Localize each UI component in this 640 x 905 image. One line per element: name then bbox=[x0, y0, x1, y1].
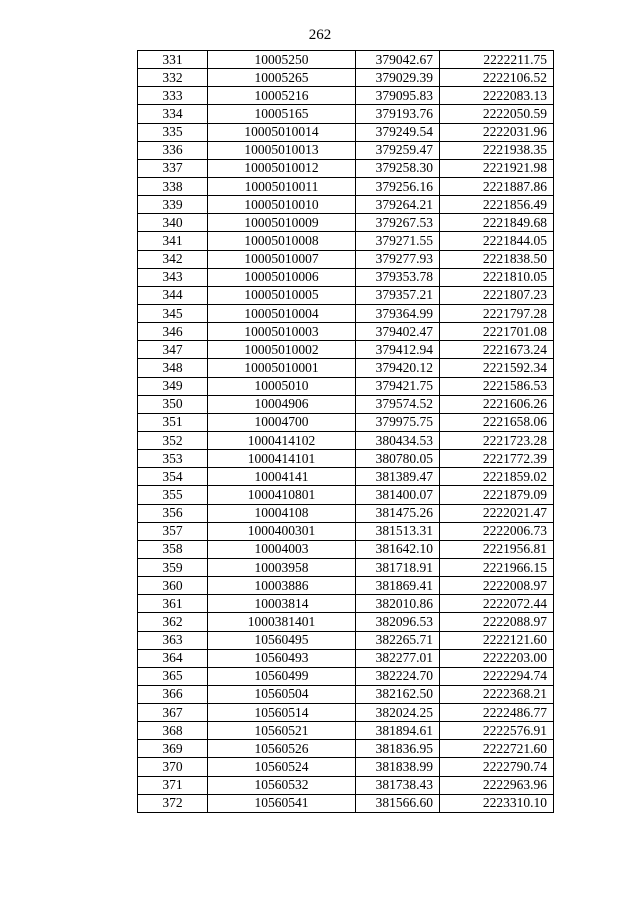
table-row bbox=[138, 359, 554, 377]
table-row bbox=[138, 123, 554, 141]
table-row bbox=[138, 631, 554, 649]
table-row bbox=[138, 341, 554, 359]
table-row bbox=[138, 286, 554, 304]
coord-y-cell: 2221844.05 bbox=[440, 232, 554, 250]
coord-y-cell: 2222008.97 bbox=[440, 577, 554, 595]
point-id-cell: 10560493 bbox=[208, 649, 356, 667]
table-row bbox=[138, 667, 554, 685]
row-index-cell: 367 bbox=[138, 704, 208, 722]
coord-y-cell: 2222083.13 bbox=[440, 87, 554, 105]
coord-x-cell: 379267.53 bbox=[356, 214, 440, 232]
row-index-cell: 337 bbox=[138, 159, 208, 177]
coord-x-cell: 381475.26 bbox=[356, 504, 440, 522]
coord-x-cell: 380434.53 bbox=[356, 431, 440, 449]
coord-x-cell: 379412.94 bbox=[356, 341, 440, 359]
coord-x-cell: 381566.60 bbox=[356, 794, 440, 812]
table-row bbox=[138, 504, 554, 522]
point-id-cell: 10005010013 bbox=[208, 141, 356, 159]
point-id-cell: 10005265 bbox=[208, 69, 356, 87]
coord-y-cell: 2221723.28 bbox=[440, 431, 554, 449]
row-index-cell: 344 bbox=[138, 286, 208, 304]
coord-x-cell: 381400.07 bbox=[356, 486, 440, 504]
row-index-cell: 350 bbox=[138, 395, 208, 413]
row-index-cell: 346 bbox=[138, 323, 208, 341]
point-id-cell: 10005010014 bbox=[208, 123, 356, 141]
coord-y-cell: 2222963.96 bbox=[440, 776, 554, 794]
table-row bbox=[138, 704, 554, 722]
coord-x-cell: 381718.91 bbox=[356, 558, 440, 576]
coord-y-cell: 2222031.96 bbox=[440, 123, 554, 141]
point-id-cell: 10560521 bbox=[208, 722, 356, 740]
coord-y-cell: 2222106.52 bbox=[440, 69, 554, 87]
table-row bbox=[138, 141, 554, 159]
row-index-cell: 356 bbox=[138, 504, 208, 522]
coord-x-cell: 380780.05 bbox=[356, 450, 440, 468]
point-id-cell: 1000410801 bbox=[208, 486, 356, 504]
point-id-cell: 10005010006 bbox=[208, 268, 356, 286]
table-row bbox=[138, 722, 554, 740]
row-index-cell: 345 bbox=[138, 304, 208, 322]
coord-y-cell: 2221658.06 bbox=[440, 413, 554, 431]
point-id-cell: 10005010004 bbox=[208, 304, 356, 322]
table-row bbox=[138, 794, 554, 812]
coord-x-cell: 381642.10 bbox=[356, 540, 440, 558]
row-index-cell: 331 bbox=[138, 51, 208, 69]
coord-y-cell: 2222368.21 bbox=[440, 685, 554, 703]
table-row bbox=[138, 87, 554, 105]
row-index-cell: 369 bbox=[138, 740, 208, 758]
table-row bbox=[138, 159, 554, 177]
row-index-cell: 341 bbox=[138, 232, 208, 250]
point-id-cell: 1000400301 bbox=[208, 522, 356, 540]
table-row bbox=[138, 268, 554, 286]
coord-x-cell: 382010.86 bbox=[356, 595, 440, 613]
row-index-cell: 372 bbox=[138, 794, 208, 812]
point-id-cell: 10560526 bbox=[208, 740, 356, 758]
row-index-cell: 371 bbox=[138, 776, 208, 794]
row-index-cell: 365 bbox=[138, 667, 208, 685]
row-index-cell: 370 bbox=[138, 758, 208, 776]
coord-y-cell: 2222721.60 bbox=[440, 740, 554, 758]
table-row bbox=[138, 304, 554, 322]
table-row bbox=[138, 232, 554, 250]
row-index-cell: 332 bbox=[138, 69, 208, 87]
row-index-cell: 359 bbox=[138, 558, 208, 576]
coord-y-cell: 2221856.49 bbox=[440, 196, 554, 214]
coord-y-cell: 2221673.24 bbox=[440, 341, 554, 359]
table-row bbox=[138, 450, 554, 468]
row-index-cell: 352 bbox=[138, 431, 208, 449]
coord-y-cell: 2222121.60 bbox=[440, 631, 554, 649]
point-id-cell: 10004108 bbox=[208, 504, 356, 522]
coord-y-cell: 2221859.02 bbox=[440, 468, 554, 486]
table-row bbox=[138, 105, 554, 123]
point-id-cell: 1000381401 bbox=[208, 613, 356, 631]
table-row bbox=[138, 649, 554, 667]
table-row bbox=[138, 685, 554, 703]
coordinates-table-body bbox=[138, 51, 554, 813]
row-index-cell: 348 bbox=[138, 359, 208, 377]
row-index-cell: 362 bbox=[138, 613, 208, 631]
point-id-cell: 10005250 bbox=[208, 51, 356, 69]
point-id-cell: 10003958 bbox=[208, 558, 356, 576]
point-id-cell: 10005010 bbox=[208, 377, 356, 395]
row-index-cell: 361 bbox=[138, 595, 208, 613]
point-id-cell: 10005010005 bbox=[208, 286, 356, 304]
point-id-cell: 10003886 bbox=[208, 577, 356, 595]
page-number: 262 bbox=[308, 27, 332, 43]
table-row bbox=[138, 558, 554, 576]
row-index-cell: 353 bbox=[138, 450, 208, 468]
table-row bbox=[138, 250, 554, 268]
table-row bbox=[138, 214, 554, 232]
coord-y-cell: 2221592.34 bbox=[440, 359, 554, 377]
coord-y-cell: 2221921.98 bbox=[440, 159, 554, 177]
coord-x-cell: 379364.99 bbox=[356, 304, 440, 322]
point-id-cell: 10005010002 bbox=[208, 341, 356, 359]
table-row bbox=[138, 595, 554, 613]
coord-y-cell: 2221849.68 bbox=[440, 214, 554, 232]
point-id-cell: 10560504 bbox=[208, 685, 356, 703]
row-index-cell: 347 bbox=[138, 341, 208, 359]
coord-x-cell: 379574.52 bbox=[356, 395, 440, 413]
coord-y-cell: 2221966.15 bbox=[440, 558, 554, 576]
coord-x-cell: 379402.47 bbox=[356, 323, 440, 341]
row-index-cell: 343 bbox=[138, 268, 208, 286]
row-index-cell: 335 bbox=[138, 123, 208, 141]
coord-y-cell: 2222072.44 bbox=[440, 595, 554, 613]
table-row bbox=[138, 51, 554, 69]
coord-x-cell: 382162.50 bbox=[356, 685, 440, 703]
point-id-cell: 10005165 bbox=[208, 105, 356, 123]
table-row bbox=[138, 413, 554, 431]
table-row bbox=[138, 758, 554, 776]
point-id-cell: 10004906 bbox=[208, 395, 356, 413]
coord-x-cell: 382265.71 bbox=[356, 631, 440, 649]
coord-y-cell: 2221797.28 bbox=[440, 304, 554, 322]
coord-x-cell: 379277.93 bbox=[356, 250, 440, 268]
coord-x-cell: 381838.99 bbox=[356, 758, 440, 776]
row-index-cell: 336 bbox=[138, 141, 208, 159]
coord-x-cell: 381513.31 bbox=[356, 522, 440, 540]
coord-y-cell: 2223310.10 bbox=[440, 794, 554, 812]
coord-x-cell: 379193.76 bbox=[356, 105, 440, 123]
coord-y-cell: 2222211.75 bbox=[440, 51, 554, 69]
coord-x-cell: 381738.43 bbox=[356, 776, 440, 794]
row-index-cell: 334 bbox=[138, 105, 208, 123]
point-id-cell: 10560499 bbox=[208, 667, 356, 685]
point-id-cell: 10005010011 bbox=[208, 177, 356, 195]
table-row bbox=[138, 377, 554, 395]
coord-y-cell: 2221887.86 bbox=[440, 177, 554, 195]
row-index-cell: 340 bbox=[138, 214, 208, 232]
point-id-cell: 10004003 bbox=[208, 540, 356, 558]
point-id-cell: 10005010009 bbox=[208, 214, 356, 232]
coord-y-cell: 2221772.39 bbox=[440, 450, 554, 468]
coord-x-cell: 382096.53 bbox=[356, 613, 440, 631]
table-row bbox=[138, 177, 554, 195]
point-id-cell: 10560495 bbox=[208, 631, 356, 649]
coord-x-cell: 379975.75 bbox=[356, 413, 440, 431]
table-row bbox=[138, 740, 554, 758]
row-index-cell: 357 bbox=[138, 522, 208, 540]
table-row bbox=[138, 486, 554, 504]
point-id-cell: 1000414101 bbox=[208, 450, 356, 468]
coord-x-cell: 379271.55 bbox=[356, 232, 440, 250]
table-row bbox=[138, 196, 554, 214]
row-index-cell: 358 bbox=[138, 540, 208, 558]
coord-x-cell: 379264.21 bbox=[356, 196, 440, 214]
coord-y-cell: 2221810.05 bbox=[440, 268, 554, 286]
coord-y-cell: 2221938.35 bbox=[440, 141, 554, 159]
row-index-cell: 339 bbox=[138, 196, 208, 214]
table-row bbox=[138, 577, 554, 595]
coord-y-cell: 2221807.23 bbox=[440, 286, 554, 304]
row-index-cell: 360 bbox=[138, 577, 208, 595]
coordinates-table bbox=[137, 50, 554, 813]
row-index-cell: 366 bbox=[138, 685, 208, 703]
coord-x-cell: 379353.78 bbox=[356, 268, 440, 286]
coord-x-cell: 379095.83 bbox=[356, 87, 440, 105]
coord-y-cell: 2222576.91 bbox=[440, 722, 554, 740]
table-row bbox=[138, 323, 554, 341]
point-id-cell: 10005010007 bbox=[208, 250, 356, 268]
table-row bbox=[138, 613, 554, 631]
table-row bbox=[138, 431, 554, 449]
coord-x-cell: 379029.39 bbox=[356, 69, 440, 87]
coord-x-cell: 379258.30 bbox=[356, 159, 440, 177]
point-id-cell: 10005216 bbox=[208, 87, 356, 105]
point-id-cell: 10005010008 bbox=[208, 232, 356, 250]
row-index-cell: 368 bbox=[138, 722, 208, 740]
point-id-cell: 10560514 bbox=[208, 704, 356, 722]
table-row bbox=[138, 468, 554, 486]
row-index-cell: 333 bbox=[138, 87, 208, 105]
row-index-cell: 342 bbox=[138, 250, 208, 268]
coord-y-cell: 2222203.00 bbox=[440, 649, 554, 667]
point-id-cell: 10005010012 bbox=[208, 159, 356, 177]
row-index-cell: 351 bbox=[138, 413, 208, 431]
point-id-cell: 10560541 bbox=[208, 794, 356, 812]
coord-y-cell: 2222294.74 bbox=[440, 667, 554, 685]
coord-x-cell: 382024.25 bbox=[356, 704, 440, 722]
coord-y-cell: 2222050.59 bbox=[440, 105, 554, 123]
table-row bbox=[138, 540, 554, 558]
point-id-cell: 10560532 bbox=[208, 776, 356, 794]
row-index-cell: 364 bbox=[138, 649, 208, 667]
coord-y-cell: 2222021.47 bbox=[440, 504, 554, 522]
row-index-cell: 349 bbox=[138, 377, 208, 395]
coord-y-cell: 2222790.74 bbox=[440, 758, 554, 776]
coord-x-cell: 381389.47 bbox=[356, 468, 440, 486]
coord-y-cell: 2221879.09 bbox=[440, 486, 554, 504]
coord-y-cell: 2221838.50 bbox=[440, 250, 554, 268]
coord-x-cell: 379249.54 bbox=[356, 123, 440, 141]
point-id-cell: 10005010001 bbox=[208, 359, 356, 377]
coord-x-cell: 382277.01 bbox=[356, 649, 440, 667]
coord-x-cell: 379420.12 bbox=[356, 359, 440, 377]
table-row bbox=[138, 522, 554, 540]
point-id-cell: 10004141 bbox=[208, 468, 356, 486]
point-id-cell: 1000414102 bbox=[208, 431, 356, 449]
point-id-cell: 10004700 bbox=[208, 413, 356, 431]
point-id-cell: 10005010010 bbox=[208, 196, 356, 214]
coord-y-cell: 2221606.26 bbox=[440, 395, 554, 413]
table-row bbox=[138, 395, 554, 413]
point-id-cell: 10003814 bbox=[208, 595, 356, 613]
point-id-cell: 10005010003 bbox=[208, 323, 356, 341]
coord-y-cell: 2222088.97 bbox=[440, 613, 554, 631]
point-id-cell: 10560524 bbox=[208, 758, 356, 776]
row-index-cell: 355 bbox=[138, 486, 208, 504]
coord-x-cell: 381894.61 bbox=[356, 722, 440, 740]
coord-x-cell: 381869.41 bbox=[356, 577, 440, 595]
coord-x-cell: 379421.75 bbox=[356, 377, 440, 395]
coord-x-cell: 379042.67 bbox=[356, 51, 440, 69]
coord-x-cell: 379259.47 bbox=[356, 141, 440, 159]
row-index-cell: 354 bbox=[138, 468, 208, 486]
coord-x-cell: 379256.16 bbox=[356, 177, 440, 195]
row-index-cell: 363 bbox=[138, 631, 208, 649]
coord-y-cell: 2222006.73 bbox=[440, 522, 554, 540]
coord-y-cell: 2222486.77 bbox=[440, 704, 554, 722]
table-row bbox=[138, 776, 554, 794]
coord-y-cell: 2221586.53 bbox=[440, 377, 554, 395]
coord-y-cell: 2221956.81 bbox=[440, 540, 554, 558]
table-row bbox=[138, 69, 554, 87]
coord-x-cell: 382224.70 bbox=[356, 667, 440, 685]
row-index-cell: 338 bbox=[138, 177, 208, 195]
coord-x-cell: 379357.21 bbox=[356, 286, 440, 304]
coord-x-cell: 381836.95 bbox=[356, 740, 440, 758]
coord-y-cell: 2221701.08 bbox=[440, 323, 554, 341]
